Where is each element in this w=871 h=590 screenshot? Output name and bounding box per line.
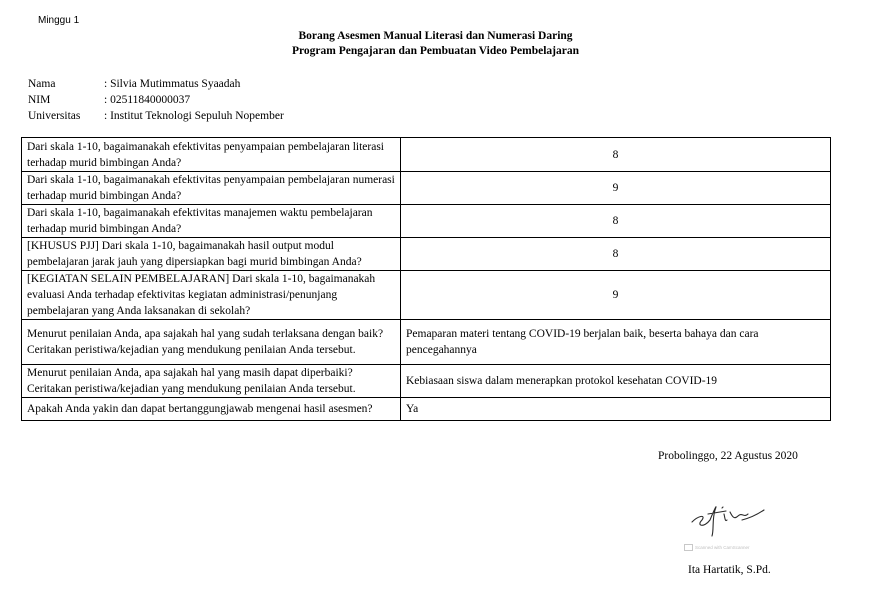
identity-label: Universitas: [28, 110, 81, 122]
document-title: Borang Asesmen Manual Literasi dan Numerasi Daring: [298, 30, 573, 42]
assessment-table: [21, 137, 831, 421]
table-row: [22, 271, 831, 320]
place-date: Probolinggo, 22 Agustus 2020: [658, 450, 798, 462]
score-cell: 9: [401, 271, 831, 320]
table-row: [22, 320, 831, 365]
identity-label: NIM: [28, 94, 51, 106]
identity-row-nim: [28, 92, 284, 108]
question-cell: Menurut penilaian Anda, apa sajakah hal yang sudah terlaksana dengan baik? Ceritakan peristiwa/kejadian yang mendukung penilaian Anda tersebut.: [22, 320, 401, 365]
week-label: Minggu 1: [38, 15, 80, 26]
identity-block: [28, 76, 284, 124]
question-cell: Menurut penilaian Anda, apa sajakah hal yang masih dapat diperbaiki? Ceritakan peristiwa/kejadian yang mendukung penilaian Anda tersebut.: [22, 365, 401, 398]
table-row: [22, 238, 831, 271]
table-row: [22, 205, 831, 238]
answer-cell: Ya: [401, 398, 831, 421]
question-cell: [KHUSUS PJJ] Dari skala 1-10, bagaimanakah hasil output modul pembelajaran jarak jauh yang dipersiapkan bagi murid bimbingan Anda?: [22, 238, 401, 271]
signature-image: [684, 480, 774, 550]
score-cell: 8: [401, 205, 831, 238]
identity-label: Nama: [28, 78, 56, 90]
identity-value: : Silvia Mutimmatus Syaadah: [104, 78, 241, 90]
question-cell: Dari skala 1-10, bagaimanakah efektivitas penyampaian pembelajaran literasi terhadap murid bimbingan Anda?: [22, 138, 401, 172]
score-cell: 9: [401, 172, 831, 205]
question-cell: Dari skala 1-10, bagaimanakah efektivitas penyampaian pembelajaran numerasi terhadap murid bimbingan Anda?: [22, 172, 401, 205]
table-row: [22, 138, 831, 172]
answer-cell: Kebiasaan siswa dalam menerapkan protokol kesehatan COVID-19: [401, 365, 831, 398]
question-cell: Dari skala 1-10, bagaimanakah efektivitas manajemen waktu pembelajaran terhadap murid bimbingan Anda?: [22, 205, 401, 238]
table-row: [22, 172, 831, 205]
table-row: [22, 365, 831, 398]
table-row: [22, 398, 831, 421]
identity-value: : Institut Teknologi Sepuluh Nopember: [104, 110, 284, 122]
identity-row-name: [28, 76, 284, 92]
scanner-icon: [684, 544, 693, 551]
scanner-watermark: [684, 544, 750, 551]
signer-name: Ita Hartatik, S.Pd.: [688, 564, 771, 576]
document-subtitle: Program Pengajaran dan Pembuatan Video Pembelajaran: [292, 45, 579, 57]
answer-cell: Pemaparan materi tentang COVID-19 berjalan baik, beserta bahaya dan cara pencegahannya: [401, 320, 831, 365]
identity-row-university: [28, 108, 284, 124]
score-cell: 8: [401, 138, 831, 172]
question-cell: [KEGIATAN SELAIN PEMBELAJARAN] Dari skala 1-10, bagaimanakah evaluasi Anda terhadap efektivitas kegiatan administrasi/penunjang pembelajaran yang Anda laksanakan di sekolah?: [22, 271, 401, 320]
watermark-text: Scanned with CamScanner: [695, 545, 750, 550]
score-cell: 8: [401, 238, 831, 271]
question-cell: Apakah Anda yakin dan dapat bertanggungjawab mengenai hasil asesmen?: [22, 398, 401, 421]
identity-value: : 02511840000037: [104, 94, 191, 106]
